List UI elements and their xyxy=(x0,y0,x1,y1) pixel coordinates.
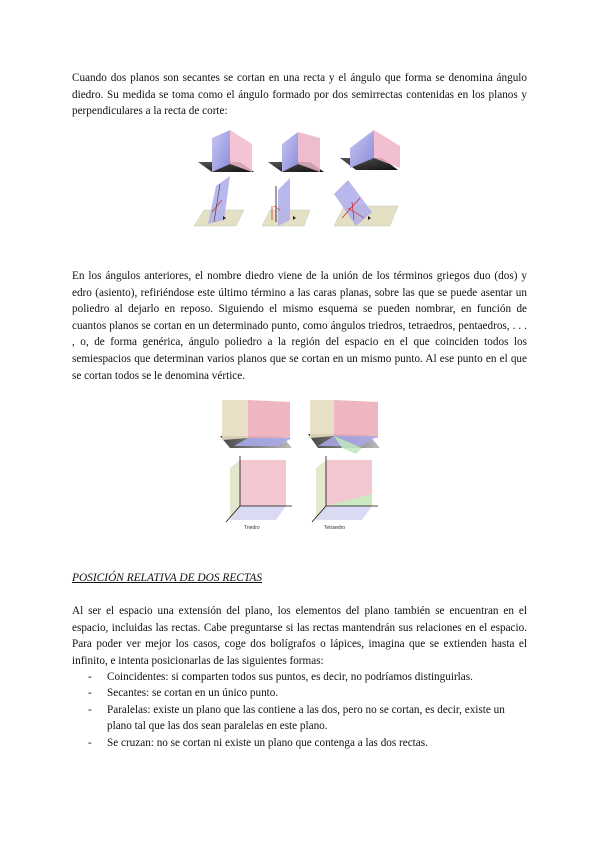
section-heading: POSICIÓN RELATIVA DE DOS RECTAS xyxy=(72,572,263,584)
trihedral-label: Triedro xyxy=(244,525,260,530)
trihedral-bottom xyxy=(226,456,292,530)
list-item: - Secantes: se cortan en un único punto. xyxy=(88,687,279,700)
polyhedral-angles-figure xyxy=(212,398,388,530)
trihedral-top xyxy=(220,400,292,448)
relative-positions-list xyxy=(88,669,528,751)
list-item: - Coincidentes: si comparten todos sus puntos, es decir, no podríamos distinguirlas. xyxy=(88,671,473,683)
dihedral-bottom-1 xyxy=(194,176,244,226)
dihedral-top-1 xyxy=(198,130,254,172)
list-item: - Paralelas: existe un plano que las contiene a las dos, pero no se cortan, es decir, existe un plano tal que las dos sean paralelas en este plano. xyxy=(88,703,505,733)
tetrahedral-bottom xyxy=(312,456,378,530)
dihedral-bottom-2 xyxy=(262,178,310,226)
tetrahedral-label: Tetraedro xyxy=(324,525,346,530)
dihedral-top-2 xyxy=(268,132,324,172)
paragraph-polyhedral-angles: En los ángulos anteriores, el nombre diedro viene de la unión de los términos griegos duo (dos) y edro (asiento), refiriéndose este último término a las caras planas, sobre las que se puede asentar un poliedro al dejarlo en reposo. Siguiendo el mismo esquema se pueden nombrar, en función de cuantos planos se cortan en un determinado punto, como ángulos triedros, tetraedros, pentaedros, . . . , o, de forma genérica, ángulo poliedro a la región del espacio en el que coinciden todos los semiespacios que determinan varios planos que se cortan en un mismo punto. Al ese punto en el que se cortan todos se le denomina vértice. xyxy=(72,270,527,382)
paragraph-lines-intro: Al ser el espacio una extensión del plano, los elementos del plano también se encuentran en el espacio, incluidas las rectas. Cabe preguntarse si las rectas mantendrán sus relaciones en el espacio. Para poder ver mejor los casos, coge dos bolígrafos o lápices, imagina que se extienden hasta el infinito, e intenta posicionarlas de las siguientes formas: xyxy=(72,605,527,667)
tetrahedral-top xyxy=(308,400,380,454)
dihedral-top-3 xyxy=(340,130,400,170)
paragraph-dihedral-definition: Cuando dos planos son secantes se cortan en una recta y el ángulo que forma se denomina ángulo diedro. Su medida se toma como el ángulo formado por dos semirrectas contenidas en los planos y perpendiculares a la recta de corte: xyxy=(72,72,527,118)
list-item: - Se cruzan: no se cortan ni existe un plano que contenga a las dos rectas. xyxy=(88,736,428,749)
dihedral-bottom-3 xyxy=(334,180,398,226)
dihedral-angles-figure xyxy=(190,128,412,232)
